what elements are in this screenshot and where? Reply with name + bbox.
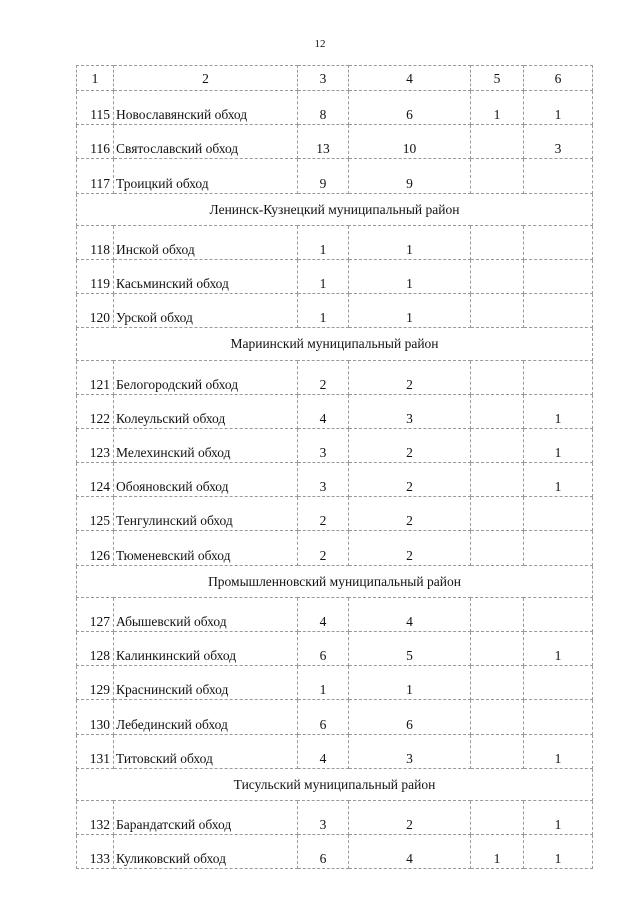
value-col-3: 13 xyxy=(298,125,349,159)
page-number: 12 xyxy=(314,38,326,50)
value-col-4: 2 xyxy=(349,497,471,531)
forest-district-name: Титовский обход xyxy=(114,734,298,768)
value-col-6: 1 xyxy=(524,91,593,125)
row-number: 121 xyxy=(77,360,114,394)
row-number: 119 xyxy=(77,259,114,293)
value-col-5: 1 xyxy=(471,835,524,869)
value-col-5 xyxy=(471,800,524,834)
value-col-4: 2 xyxy=(349,428,471,462)
value-col-6 xyxy=(524,666,593,700)
value-col-6 xyxy=(524,159,593,193)
table-row xyxy=(77,497,593,531)
forest-district-name: Святославский обход xyxy=(114,125,298,159)
table-row xyxy=(77,531,593,565)
value-col-3: 4 xyxy=(298,597,349,631)
value-col-5 xyxy=(471,294,524,328)
value-col-5 xyxy=(471,632,524,666)
value-col-6 xyxy=(524,259,593,293)
value-col-3: 2 xyxy=(298,360,349,394)
value-col-4: 6 xyxy=(349,91,471,125)
value-col-3: 1 xyxy=(298,259,349,293)
table-row xyxy=(77,159,593,193)
forest-district-name: Мелехинский обход xyxy=(114,428,298,462)
forest-district-name: Абышевский обход xyxy=(114,597,298,631)
forest-district-name: Барандатский обход xyxy=(114,800,298,834)
forest-district-name: Новославянский обход xyxy=(114,91,298,125)
value-col-5 xyxy=(471,428,524,462)
forest-district-name: Касьминский обход xyxy=(114,259,298,293)
table-row xyxy=(77,360,593,394)
value-col-5 xyxy=(471,700,524,734)
row-number: 132 xyxy=(77,800,114,834)
value-col-4: 1 xyxy=(349,666,471,700)
value-col-4: 1 xyxy=(349,259,471,293)
value-col-3: 6 xyxy=(298,632,349,666)
table-row xyxy=(77,835,593,869)
value-col-4: 3 xyxy=(349,394,471,428)
column-number: 3 xyxy=(298,66,349,91)
value-col-6 xyxy=(524,294,593,328)
value-col-3: 2 xyxy=(298,497,349,531)
value-col-3: 8 xyxy=(298,91,349,125)
district-name: Тисульский муниципальный район xyxy=(77,768,593,800)
district-header-row xyxy=(77,328,593,360)
value-col-3: 9 xyxy=(298,159,349,193)
row-number: 126 xyxy=(77,531,114,565)
value-col-4: 2 xyxy=(349,531,471,565)
table-row xyxy=(77,91,593,125)
value-col-4: 1 xyxy=(349,225,471,259)
row-number: 118 xyxy=(77,225,114,259)
district-name: Мариинский муниципальный район xyxy=(77,328,593,360)
forest-district-name: Инской обход xyxy=(114,225,298,259)
district-name: Промышленновский муниципальный район xyxy=(77,565,593,597)
value-col-5 xyxy=(471,666,524,700)
forest-district-name: Колеульский обход xyxy=(114,394,298,428)
column-number: 4 xyxy=(349,66,471,91)
value-col-4: 5 xyxy=(349,632,471,666)
value-col-5 xyxy=(471,497,524,531)
forest-district-name: Урской обход xyxy=(114,294,298,328)
table-row xyxy=(77,700,593,734)
row-number: 124 xyxy=(77,463,114,497)
forest-district-name: Калинкинский обход xyxy=(114,632,298,666)
row-number: 128 xyxy=(77,632,114,666)
value-col-4: 2 xyxy=(349,800,471,834)
value-col-3: 2 xyxy=(298,531,349,565)
table-row xyxy=(77,632,593,666)
row-number: 123 xyxy=(77,428,114,462)
value-col-6: 1 xyxy=(524,463,593,497)
value-col-6: 1 xyxy=(524,394,593,428)
value-col-5 xyxy=(471,125,524,159)
row-number: 129 xyxy=(77,666,114,700)
value-col-6: 3 xyxy=(524,125,593,159)
forest-district-name: Тюменевский обход xyxy=(114,531,298,565)
row-number: 122 xyxy=(77,394,114,428)
value-col-5 xyxy=(471,463,524,497)
value-col-6 xyxy=(524,360,593,394)
value-col-6 xyxy=(524,225,593,259)
value-col-3: 1 xyxy=(298,225,349,259)
value-col-6: 1 xyxy=(524,835,593,869)
value-col-4: 4 xyxy=(349,597,471,631)
value-col-5 xyxy=(471,225,524,259)
row-number: 133 xyxy=(77,835,114,869)
district-header-row xyxy=(77,768,593,800)
table-row xyxy=(77,294,593,328)
table-row xyxy=(77,666,593,700)
district-header-row xyxy=(77,193,593,225)
value-col-6: 1 xyxy=(524,734,593,768)
table-body xyxy=(77,66,593,869)
table-row xyxy=(77,428,593,462)
value-col-6: 1 xyxy=(524,428,593,462)
forest-district-name: Обояновский обход xyxy=(114,463,298,497)
row-number: 120 xyxy=(77,294,114,328)
column-number: 6 xyxy=(524,66,593,91)
table-row xyxy=(77,259,593,293)
value-col-4: 6 xyxy=(349,700,471,734)
row-number: 127 xyxy=(77,597,114,631)
row-number: 130 xyxy=(77,700,114,734)
value-col-3: 6 xyxy=(298,835,349,869)
value-col-4: 4 xyxy=(349,835,471,869)
row-number: 131 xyxy=(77,734,114,768)
value-col-5 xyxy=(471,597,524,631)
value-col-4: 9 xyxy=(349,159,471,193)
row-number: 117 xyxy=(77,159,114,193)
value-col-4: 10 xyxy=(349,125,471,159)
column-number: 5 xyxy=(471,66,524,91)
value-col-6 xyxy=(524,531,593,565)
forest-district-name: Лебединский обход xyxy=(114,700,298,734)
row-number: 116 xyxy=(77,125,114,159)
value-col-4: 2 xyxy=(349,463,471,497)
value-col-5 xyxy=(471,734,524,768)
row-number: 115 xyxy=(77,91,114,125)
value-col-6: 1 xyxy=(524,800,593,834)
forest-district-name: Краснинский обход xyxy=(114,666,298,700)
table-row xyxy=(77,597,593,631)
value-col-4: 2 xyxy=(349,360,471,394)
value-col-3: 1 xyxy=(298,294,349,328)
district-header-row xyxy=(77,565,593,597)
column-number: 1 xyxy=(77,66,114,91)
forest-district-name: Троицкий обход xyxy=(114,159,298,193)
value-col-6 xyxy=(524,597,593,631)
value-col-3: 4 xyxy=(298,734,349,768)
value-col-6 xyxy=(524,497,593,531)
value-col-3: 3 xyxy=(298,800,349,834)
column-number: 2 xyxy=(114,66,298,91)
table-row xyxy=(77,734,593,768)
value-col-4: 3 xyxy=(349,734,471,768)
registry-table xyxy=(76,65,593,869)
value-col-6: 1 xyxy=(524,632,593,666)
forest-district-name: Куликовский обход xyxy=(114,835,298,869)
value-col-6 xyxy=(524,700,593,734)
table-row xyxy=(77,800,593,834)
value-col-3: 3 xyxy=(298,463,349,497)
table-row xyxy=(77,225,593,259)
table-row xyxy=(77,463,593,497)
value-col-5 xyxy=(471,159,524,193)
value-col-5 xyxy=(471,259,524,293)
value-col-5 xyxy=(471,360,524,394)
district-name: Ленинск-Кузнецкий муниципальный район xyxy=(77,193,593,225)
forest-district-name: Тенгулинский обход xyxy=(114,497,298,531)
value-col-5: 1 xyxy=(471,91,524,125)
value-col-3: 4 xyxy=(298,394,349,428)
forest-district-name: Белогородский обход xyxy=(114,360,298,394)
value-col-5 xyxy=(471,394,524,428)
value-col-5 xyxy=(471,531,524,565)
value-col-3: 6 xyxy=(298,700,349,734)
row-number: 125 xyxy=(77,497,114,531)
table-row xyxy=(77,125,593,159)
value-col-4: 1 xyxy=(349,294,471,328)
value-col-3: 3 xyxy=(298,428,349,462)
value-col-3: 1 xyxy=(298,666,349,700)
column-number-row xyxy=(77,66,593,91)
table-row xyxy=(77,394,593,428)
